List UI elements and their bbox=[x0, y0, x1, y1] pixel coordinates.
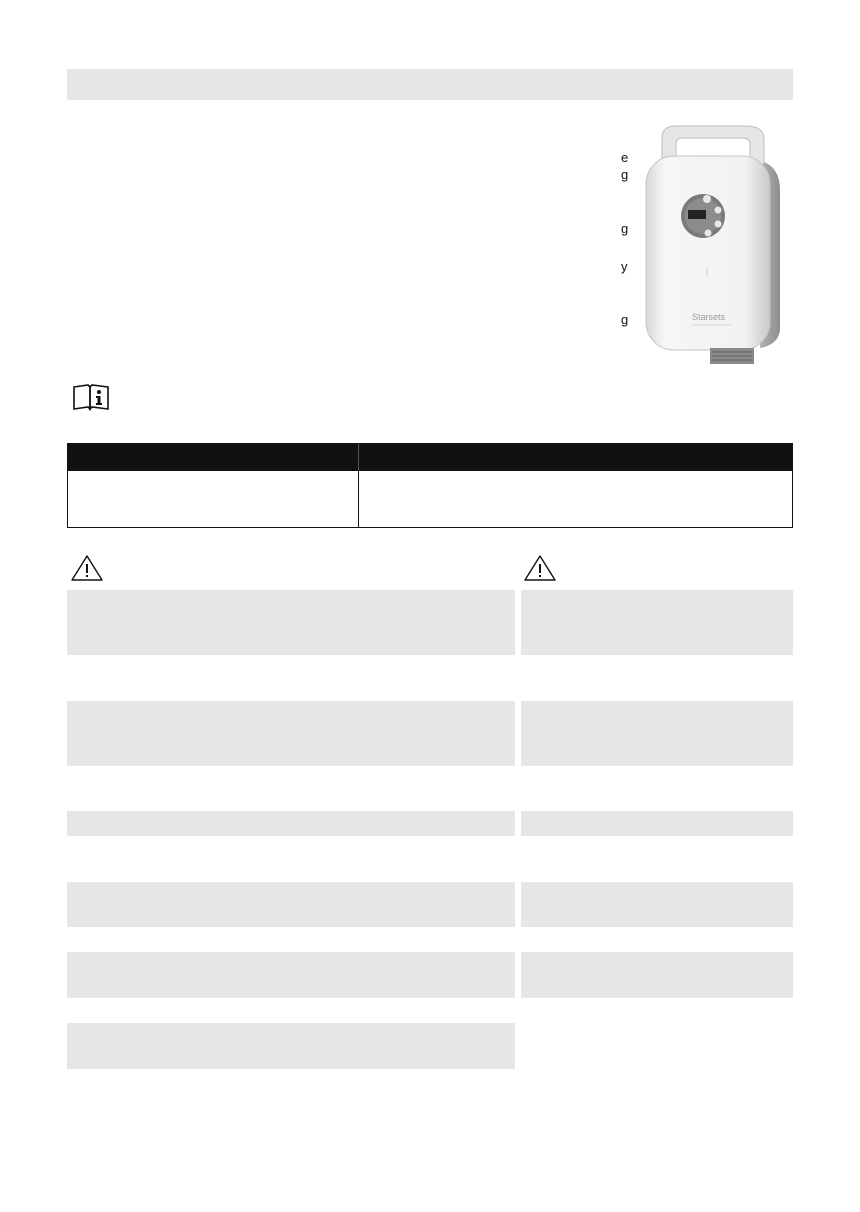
side-text-line-1: e bbox=[621, 150, 629, 165]
left-text-block-1 bbox=[67, 590, 515, 655]
right-text-block-3 bbox=[521, 811, 793, 836]
left-text-block-5 bbox=[67, 952, 515, 998]
warning-triangle-icon bbox=[70, 554, 104, 582]
side-text-line-5: g bbox=[621, 312, 629, 327]
side-text-line-3: g bbox=[621, 221, 629, 236]
left-text-block-6 bbox=[67, 1023, 515, 1069]
manual-info-icon bbox=[72, 383, 110, 411]
left-text-block-2 bbox=[67, 701, 515, 766]
side-text-line-2: g bbox=[621, 167, 629, 182]
product-image bbox=[640, 120, 790, 370]
side-text-line-4: y bbox=[621, 259, 628, 274]
header-bar bbox=[67, 69, 793, 100]
spec-table-header bbox=[68, 444, 792, 471]
right-text-block-1 bbox=[521, 590, 793, 655]
product-brand: Starsets bbox=[692, 312, 726, 322]
right-text-block-5 bbox=[521, 952, 793, 998]
left-text-block-4 bbox=[67, 882, 515, 927]
warning-triangle-icon bbox=[523, 554, 557, 582]
spec-table bbox=[67, 443, 793, 528]
right-text-block-2 bbox=[521, 701, 793, 766]
spec-table-divider bbox=[358, 471, 359, 528]
right-text-block-4 bbox=[521, 882, 793, 927]
left-text-block-3 bbox=[67, 811, 515, 836]
